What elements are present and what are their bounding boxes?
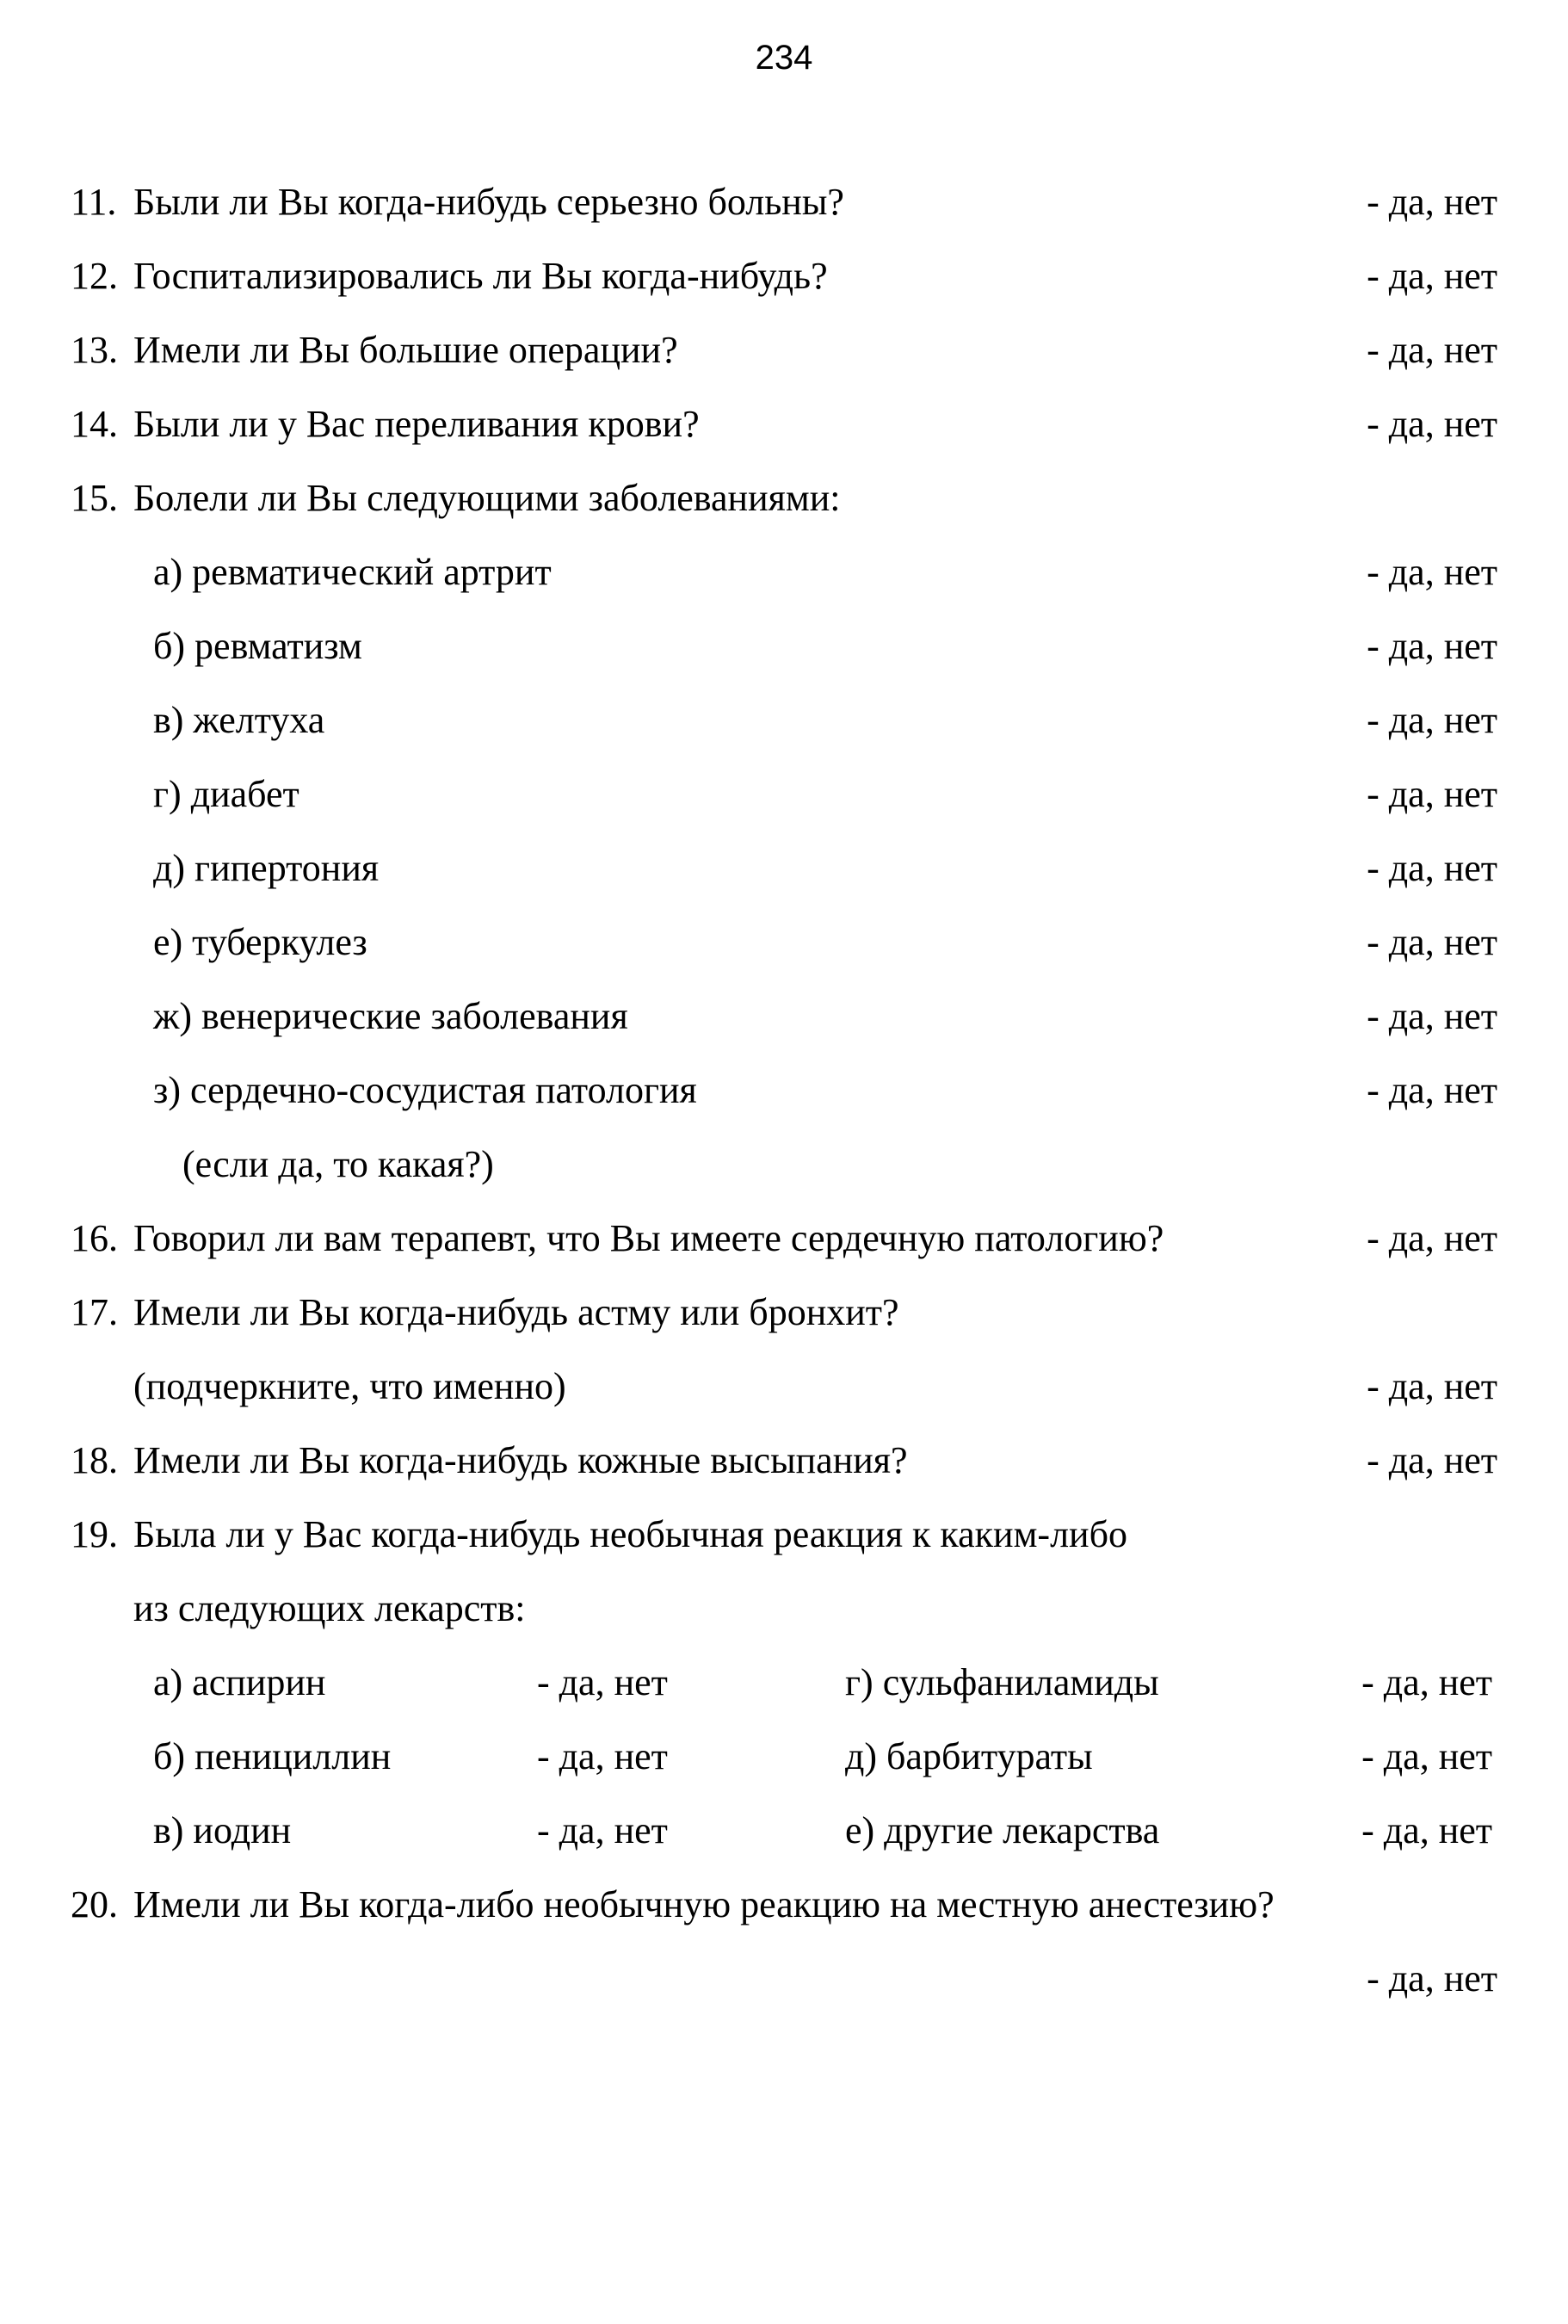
question-15-item-zh	[0, 980, 1568, 1054]
answer-options: - да, нет	[1367, 1217, 1497, 1259]
answer-options: - да, нет	[1367, 625, 1497, 667]
question-15-item-v	[0, 683, 1568, 757]
answer-options: - да, нет	[1367, 847, 1497, 889]
question-text-continued: из следующих лекарств:	[133, 1587, 526, 1629]
answer-options: - да, нет	[1367, 1957, 1497, 2000]
answer-options: - да, нет	[1367, 1069, 1497, 1111]
question-text: Госпитализировались ли Вы когда-нибудь?	[133, 255, 828, 297]
question-19-continued	[0, 1572, 1568, 1646]
item-text: б) ревматизм	[153, 625, 362, 667]
question-number: 15.	[71, 477, 118, 519]
item-text: в) желтуха	[153, 699, 325, 741]
drug-item: е) другие лекарства	[845, 1809, 1160, 1851]
question-text: Была ли у Вас когда-нибудь необычная реакция к каким-либо	[133, 1513, 1127, 1555]
question-14	[0, 387, 1568, 461]
question-15-note	[0, 1128, 1568, 1202]
question-11	[0, 165, 1568, 239]
answer-options: - да, нет	[537, 1735, 668, 1777]
question-text: Болели ли Вы следующими заболеваниями:	[133, 477, 841, 519]
drug-item: б) пенициллин	[153, 1735, 392, 1777]
question-number: 16.	[71, 1217, 118, 1259]
question-text: Были ли Вы когда-нибудь серьезно больны?	[133, 181, 844, 223]
question-number: 12.	[71, 255, 118, 297]
question-15	[0, 461, 1568, 535]
answer-options: - да, нет	[1367, 1439, 1497, 1481]
question-20	[0, 1868, 1568, 1942]
question-20-answer-line	[0, 1942, 1568, 2016]
item-text: д) гипертония	[153, 847, 380, 889]
question-18	[0, 1424, 1568, 1498]
question-number: 19.	[71, 1513, 118, 1555]
question-19-row-1	[0, 1646, 1568, 1720]
answer-options: - да, нет	[1367, 255, 1497, 297]
item-text: е) туберкулез	[153, 921, 367, 963]
answer-options: - да, нет	[1367, 921, 1497, 963]
answer-options: - да, нет	[537, 1661, 668, 1703]
note-text: (если да, то какая?)	[182, 1143, 494, 1185]
answer-options: - да, нет	[1367, 403, 1497, 445]
question-16	[0, 1202, 1568, 1276]
item-text: з) сердечно-сосудистая патология	[153, 1069, 697, 1111]
answer-options: - да, нет	[1367, 1365, 1497, 1407]
page-number: 234	[755, 39, 813, 77]
drug-item: а) аспирин	[153, 1661, 326, 1703]
answer-options: - да, нет	[1361, 1661, 1492, 1703]
question-text: Были ли у Вас переливания крови?	[133, 403, 700, 445]
question-12	[0, 239, 1568, 313]
answer-options: - да, нет	[1361, 1735, 1492, 1777]
answer-options: - да, нет	[537, 1809, 668, 1851]
question-number: 18.	[71, 1439, 118, 1481]
question-15-item-g	[0, 757, 1568, 831]
question-13	[0, 313, 1568, 387]
note-text: (подчеркните, что именно)	[133, 1365, 566, 1407]
question-number: 13.	[71, 329, 118, 371]
answer-options: - да, нет	[1367, 329, 1497, 371]
answer-options: - да, нет	[1367, 551, 1497, 593]
item-text: ж) венерические заболевания	[153, 995, 628, 1037]
question-number: 17.	[71, 1291, 118, 1333]
question-17-note	[0, 1350, 1568, 1424]
question-15-item-b	[0, 609, 1568, 683]
question-text: Имели ли Вы когда-либо необычную реакцию на местную анестезию?	[133, 1883, 1275, 1925]
question-15-item-e	[0, 905, 1568, 980]
question-15-item-d	[0, 831, 1568, 905]
question-17	[0, 1276, 1568, 1350]
question-19-row-2	[0, 1720, 1568, 1794]
question-text: Имели ли Вы большие операции?	[133, 329, 678, 371]
question-15-item-z	[0, 1054, 1568, 1128]
answer-options: - да, нет	[1367, 699, 1497, 741]
item-text: а) ревматический артрит	[153, 551, 552, 593]
question-number: 14.	[71, 403, 118, 445]
question-19	[0, 1498, 1568, 1572]
answer-options: - да, нет	[1367, 995, 1497, 1037]
drug-item: д) барбитураты	[845, 1735, 1093, 1777]
question-19-row-3	[0, 1794, 1568, 1868]
drug-item: в) иодин	[153, 1809, 292, 1851]
question-number: 11.	[71, 181, 117, 223]
question-15-item-a	[0, 535, 1568, 609]
drug-item: г) сульфаниламиды	[845, 1661, 1159, 1703]
answer-options: - да, нет	[1367, 773, 1497, 815]
question-text: Имели ли Вы когда-нибудь астму или бронхит?	[133, 1291, 899, 1333]
question-text: Говорил ли вам терапевт, что Вы имеете сердечную патологию?	[133, 1217, 1164, 1259]
answer-options: - да, нет	[1367, 181, 1497, 223]
item-text: г) диабет	[153, 773, 299, 815]
question-number: 20.	[71, 1883, 118, 1925]
answer-options: - да, нет	[1361, 1809, 1492, 1851]
question-text: Имели ли Вы когда-нибудь кожные высыпания?	[133, 1439, 908, 1481]
